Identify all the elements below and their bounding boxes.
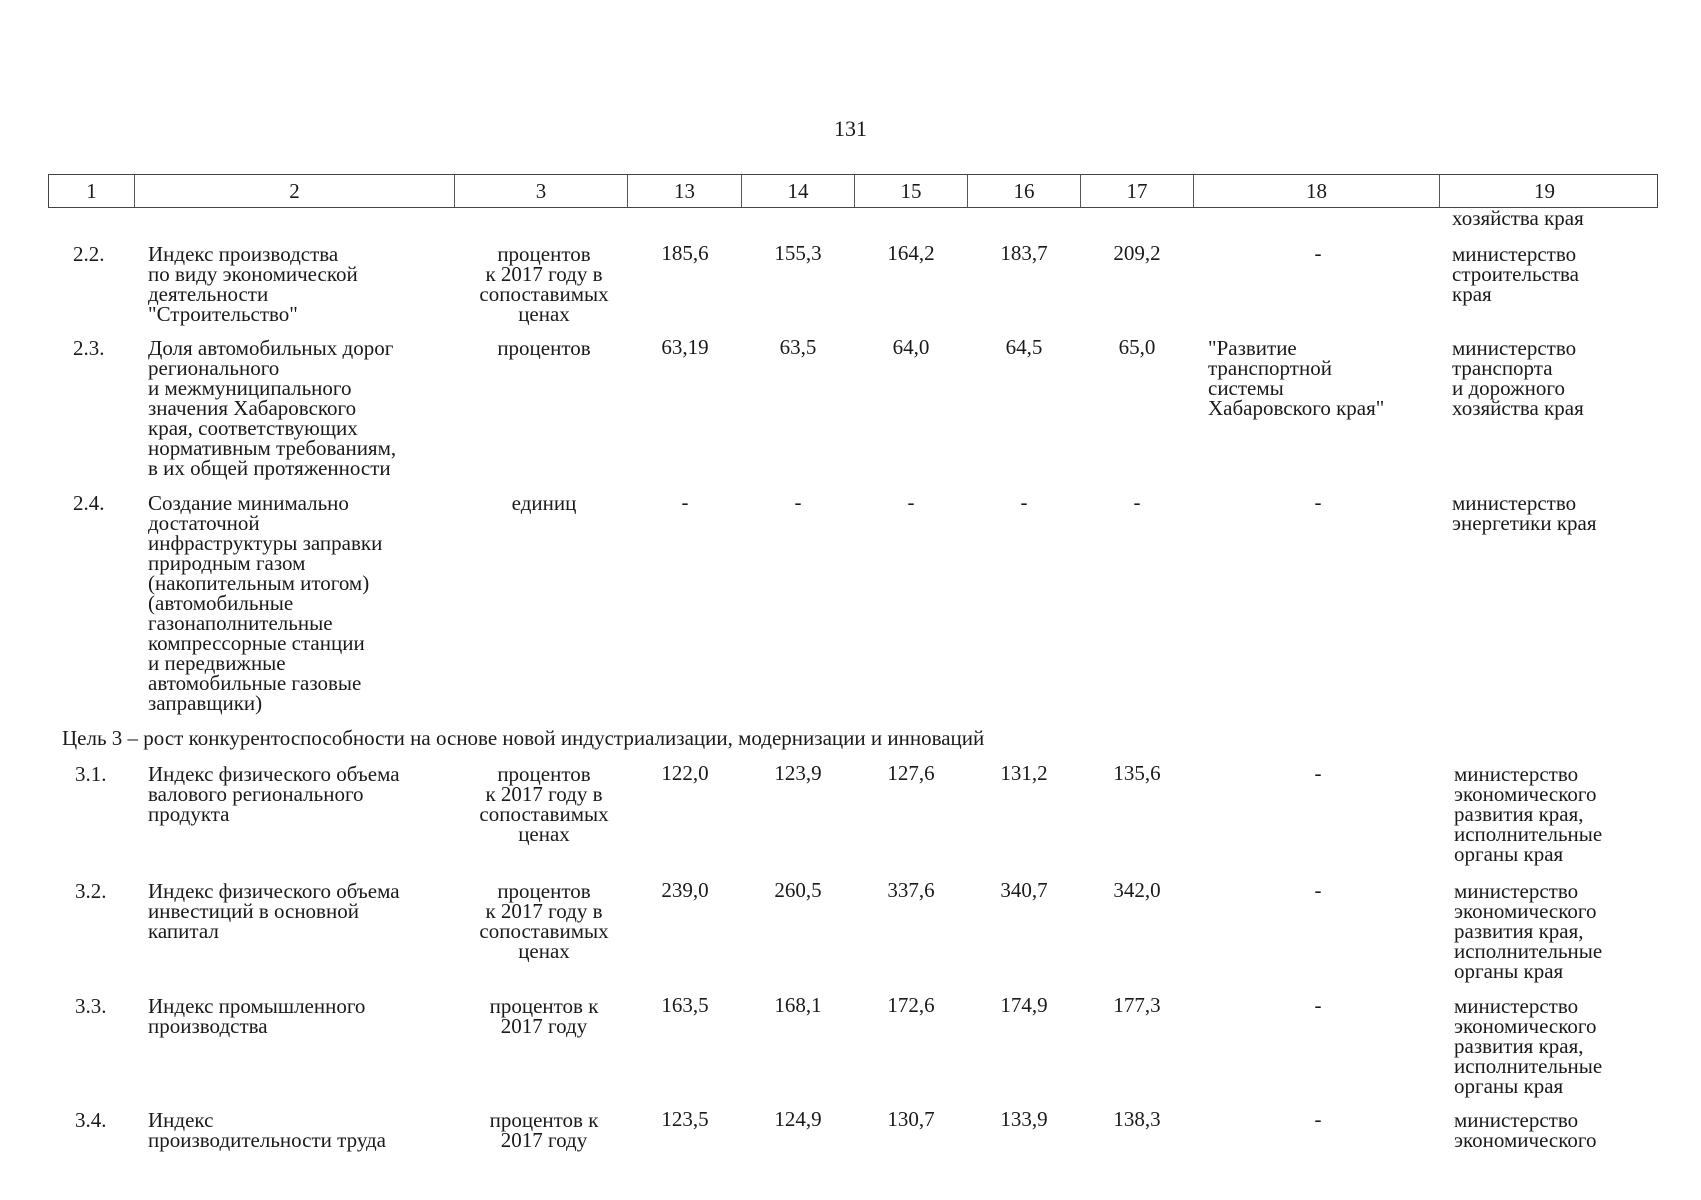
row-number: 2.3.	[73, 336, 105, 360]
indicator-name: Индекс промышленного производства	[148, 994, 366, 1038]
value-16: 64,5	[1005, 335, 1043, 359]
value-15: 172,6	[887, 993, 935, 1017]
value-15: 337,6	[887, 878, 935, 902]
executor: министерство транспорта и дорожного хозяйства края	[1452, 336, 1584, 420]
program: -	[1314, 241, 1322, 265]
value-15: -	[907, 490, 915, 514]
value-14: 260,5	[774, 878, 822, 902]
executor: министерство экономического развития края, исполнительные органы края	[1454, 879, 1603, 983]
value-13: -	[681, 490, 689, 514]
indicator-name: Индекс производительности труда	[148, 1108, 387, 1152]
unit: процентов	[497, 336, 591, 360]
value-17: 135,6	[1113, 761, 1161, 785]
value-16: 174,9	[1000, 993, 1048, 1017]
value-15: 64,0	[892, 335, 930, 359]
value-15: 164,2	[887, 241, 935, 265]
executor: министерство строительства края	[1452, 242, 1580, 306]
program: -	[1314, 878, 1322, 902]
value-13: 123,5	[661, 1107, 709, 1131]
unit: процентов к 2017 году в сопоставимых ценах	[479, 762, 609, 846]
executor: министерство экономического развития края, исполнительные органы края	[1454, 762, 1603, 866]
value-14: 63,5	[779, 335, 817, 359]
program: -	[1314, 490, 1322, 514]
unit: единиц	[511, 491, 577, 515]
page-number: 131	[834, 116, 867, 141]
value-17: 342,0	[1113, 878, 1161, 902]
value-16: 340,7	[1000, 878, 1048, 902]
indicator-name: Индекс производства по виду экономической деятельности "Строительство"	[148, 242, 358, 326]
value-17: 209,2	[1113, 241, 1161, 265]
indicator-name: Создание минимально достаточной инфраструктуры заправки природным газом (накопительным итогом) (автомобильные газонаполнительные компрессорные станции и передвижные автомобильные газовые заправщики)	[148, 491, 383, 715]
row-number: 3.1.	[75, 762, 107, 786]
header-cell: 17	[1081, 175, 1194, 207]
header-cell: 1	[49, 175, 135, 207]
unit: процентов к 2017 году	[489, 994, 599, 1038]
value-13: 63,19	[661, 335, 709, 359]
value-17: -	[1133, 490, 1141, 514]
value-17: 65,0	[1118, 335, 1156, 359]
unit: процентов к 2017 году в сопоставимых ценах	[479, 242, 609, 326]
value-13: 239,0	[661, 878, 709, 902]
value-14: 155,3	[774, 241, 822, 265]
row-number: 3.2.	[75, 879, 107, 903]
row-number: 2.2.	[73, 242, 105, 266]
goal-3-heading: Цель 3 – рост конкурентоспособности на основе новой индустриализации, модернизации и инноваций	[62, 726, 985, 750]
indicator-name: Индекс физического объема валового регионального продукта	[148, 762, 400, 826]
executor: министерство экономического	[1454, 1108, 1597, 1152]
value-16: 133,9	[1000, 1107, 1048, 1131]
row-number: 3.4.	[75, 1108, 107, 1132]
program: -	[1314, 993, 1322, 1017]
value-16: -	[1020, 490, 1028, 514]
value-14: 124,9	[774, 1107, 822, 1131]
value-14: 123,9	[774, 761, 822, 785]
executor: министерство экономического развития края, исполнительные органы края	[1454, 994, 1603, 1098]
program: -	[1314, 761, 1322, 785]
value-17: 138,3	[1113, 1107, 1161, 1131]
value-16: 131,2	[1000, 761, 1048, 785]
value-13: 122,0	[661, 761, 709, 785]
header-cell: 14	[742, 175, 855, 207]
program: -	[1314, 1107, 1322, 1131]
row-number: 3.3.	[75, 994, 107, 1018]
header-cell: 16	[968, 175, 1081, 207]
unit: процентов к 2017 году	[489, 1108, 599, 1152]
indicator-name: Доля автомобильных дорог регионального и межмуниципального значения Хабаровского края, соответствующих нормативным требованиям, в их общей протяженности	[148, 336, 397, 480]
value-14: 168,1	[774, 993, 822, 1017]
executor: министерство энергетики края	[1452, 491, 1597, 535]
value-17: 177,3	[1113, 993, 1161, 1017]
header-cell: 19	[1534, 179, 1555, 203]
program: "Развитие транспортной системы Хабаровского края"	[1208, 336, 1385, 420]
value-16: 183,7	[1000, 241, 1048, 265]
value-13: 185,6	[661, 241, 709, 265]
carryover-text: хозяйства края	[1452, 206, 1584, 230]
table-header	[48, 174, 1658, 208]
value-14: -	[794, 490, 802, 514]
value-15: 130,7	[887, 1107, 935, 1131]
unit: процентов к 2017 году в сопоставимых ценах	[479, 879, 609, 963]
header-cell: 18	[1194, 175, 1440, 207]
indicator-name: Индекс физического объема инвестиций в основной капитал	[148, 879, 400, 943]
header-cell: 3	[455, 175, 628, 207]
row-number: 2.4.	[73, 491, 105, 515]
header-cell: 2	[135, 175, 455, 207]
value-13: 163,5	[661, 993, 709, 1017]
header-cell: 13	[628, 175, 742, 207]
header-cell: 15	[855, 175, 968, 207]
value-15: 127,6	[887, 761, 935, 785]
